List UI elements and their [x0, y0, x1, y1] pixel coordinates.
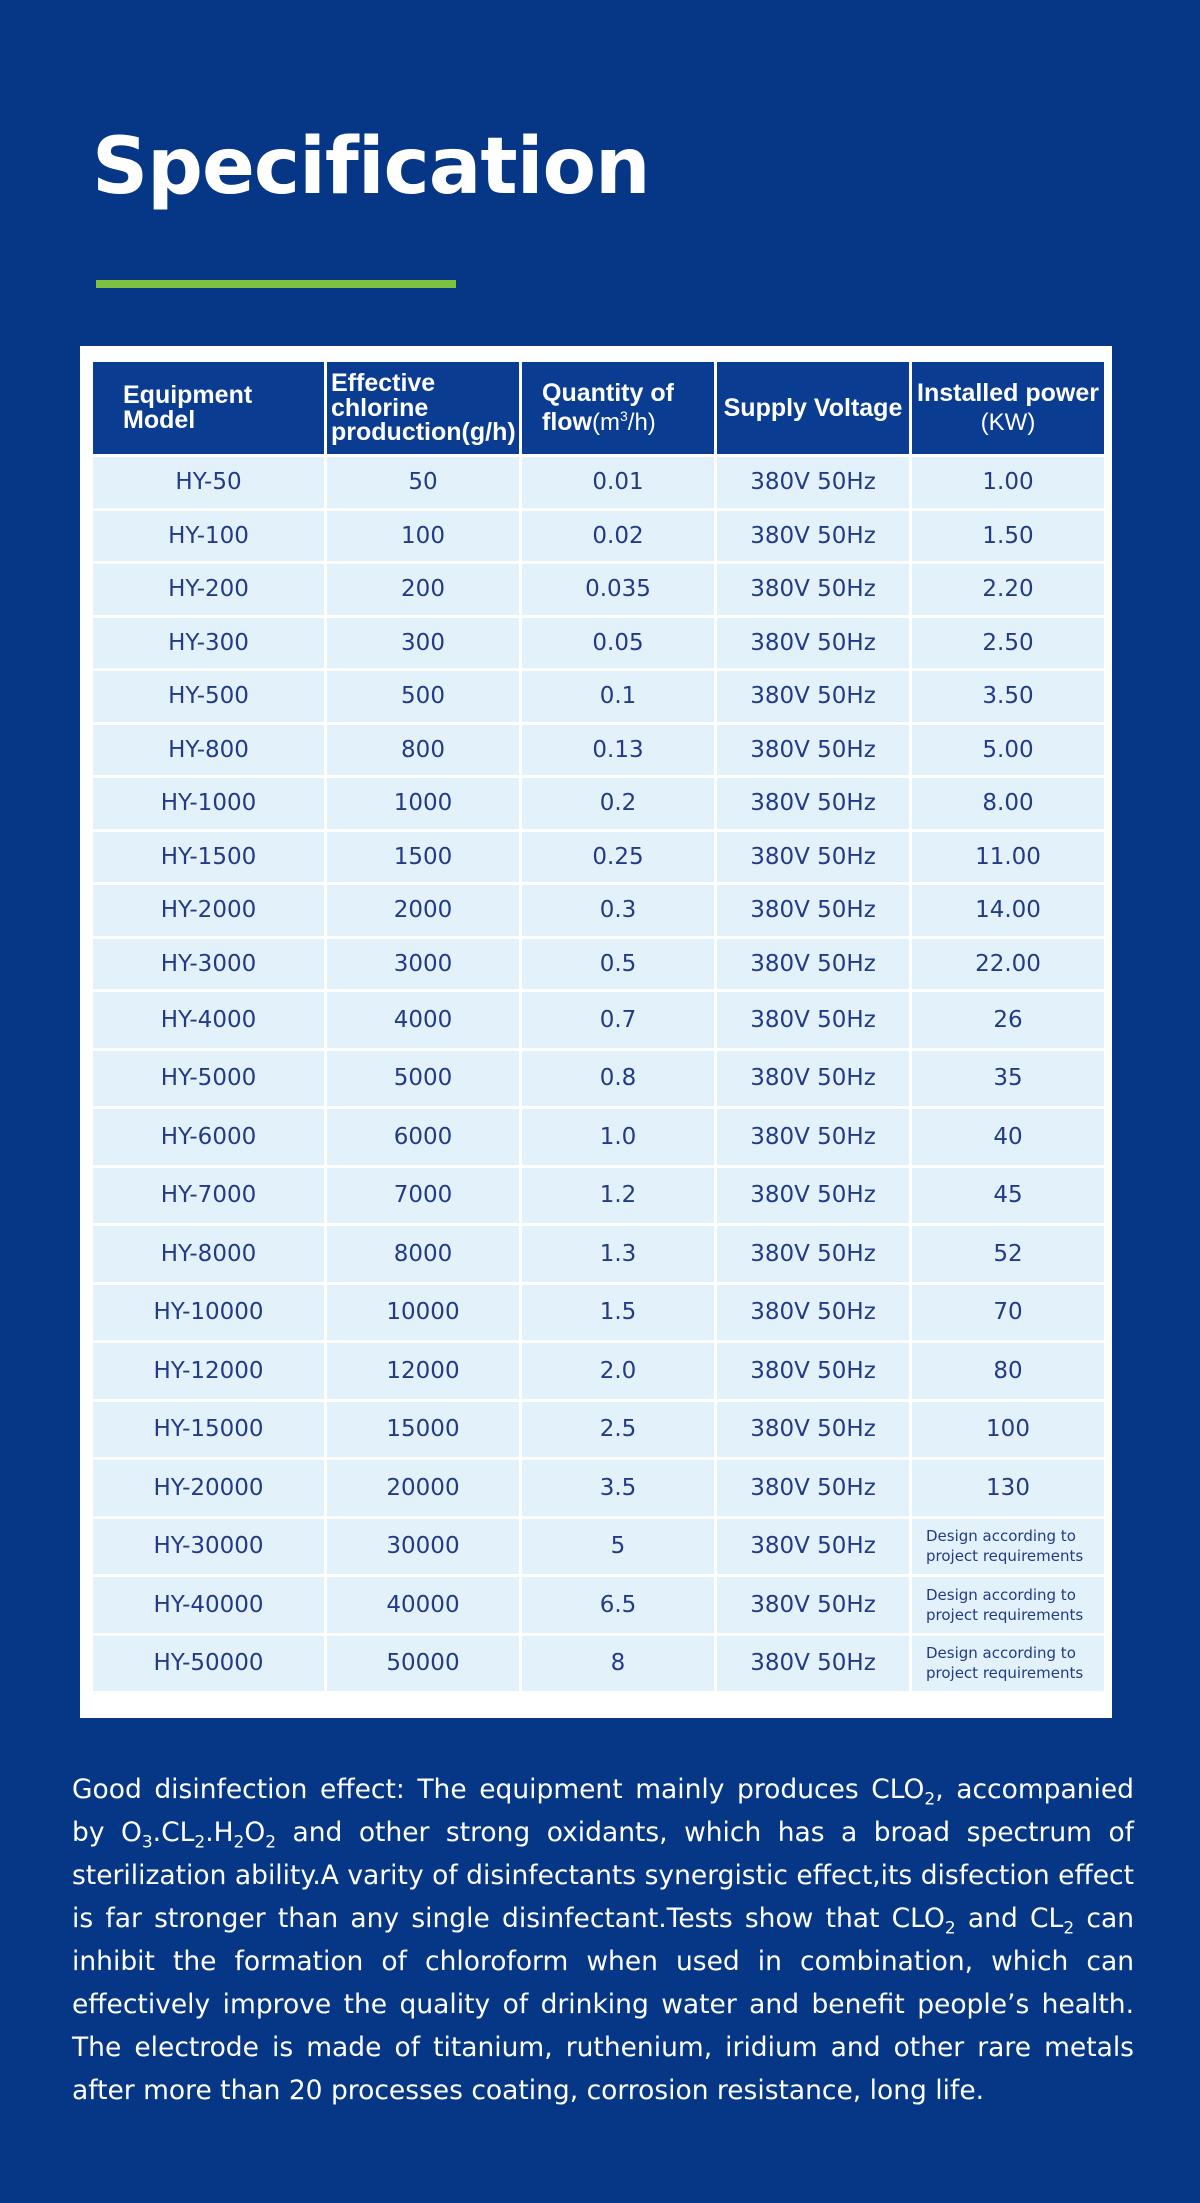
table-row: HY-300 300 0.05 380V 50Hz 2.50 [93, 618, 1104, 669]
table-row: HY-500 500 0.1 380V 50Hz 3.50 [93, 671, 1104, 722]
specification-table-card [80, 346, 1112, 1718]
table-row: HY-6000 6000 1.0 380V 50Hz 40 [93, 1109, 1104, 1165]
table-row: HY-12000 12000 2.0 380V 50Hz 80 [93, 1343, 1104, 1399]
header-equipment-model: Equipment Model [93, 362, 324, 454]
table-row: HY-20000 20000 3.5 380V 50Hz 130 [93, 1460, 1104, 1516]
table-row: HY-5000 5000 0.8 380V 50Hz 35 [93, 1051, 1104, 1107]
specification-table [90, 359, 1107, 1694]
table-row: HY-4000 4000 0.7 380V 50Hz 26 [93, 992, 1104, 1048]
table-row: HY-50 50 0.01 380V 50Hz 1.00 [93, 457, 1104, 508]
table-header-row [93, 362, 1104, 454]
table-row: HY-2000 2000 0.3 380V 50Hz 14.00 [93, 885, 1104, 936]
header-installed-power: Installed power (KW) [912, 362, 1104, 454]
table-row: HY-200 200 0.035 380V 50Hz 2.20 [93, 564, 1104, 615]
table-row: HY-8000 8000 1.3 380V 50Hz 52 [93, 1226, 1104, 1282]
page-title: Specification [92, 122, 650, 212]
table-row: HY-3000 3000 0.5 380V 50Hz 22.00 [93, 939, 1104, 990]
table-row: HY-100 100 0.02 380V 50Hz 1.50 [93, 511, 1104, 562]
table-row: HY-50000 50000 8 380V 50Hz Design according to project requirements [93, 1636, 1104, 1692]
table-row: HY-15000 15000 2.5 380V 50Hz 100 [93, 1402, 1104, 1458]
table-row: HY-7000 7000 1.2 380V 50Hz 45 [93, 1168, 1104, 1224]
table-row: HY-800 800 0.13 380V 50Hz 5.00 [93, 725, 1104, 776]
header-effective-chlorine-production: Effective chlorine production(g/h) [327, 362, 519, 454]
table-row: HY-1500 1500 0.25 380V 50Hz 11.00 [93, 832, 1104, 883]
header-quantity-of-flow: Quantity of $flow(m^3/h)$ [522, 362, 714, 454]
product-description: Good disinfection effect: The equipment mainly produces $CLO_2$, accompanied by $O_3.CL_2.H_2O_2$ and other strong oxidants, which has a broad spectrum of sterilization ability.A varity of disinfectants synergistic effect,its disfection effect is far stronger than any single disinfectant.Tests show that $CLO_2$ and $CL_2$ can inhibit the formation of chloroform when used in combination, which can effectively improve the quality of drinking water and benefit people’s health. The electrode is made of titanium, ruthenium, iridium and other rare metals after more than 20 processes coating, corrosion resistance, long life. [72, 1774, 1134, 2106]
header-supply-voltage: Supply Voltage [717, 362, 909, 454]
table-row: HY-40000 40000 6.5 380V 50Hz Design according to project requirements [93, 1577, 1104, 1633]
table-row: HY-1000 1000 0.2 380V 50Hz 8.00 [93, 778, 1104, 829]
table-row: HY-30000 30000 5 380V 50Hz Design according to project requirements [93, 1519, 1104, 1575]
table-row: HY-10000 10000 1.5 380V 50Hz 70 [93, 1285, 1104, 1341]
title-underline [96, 280, 456, 288]
